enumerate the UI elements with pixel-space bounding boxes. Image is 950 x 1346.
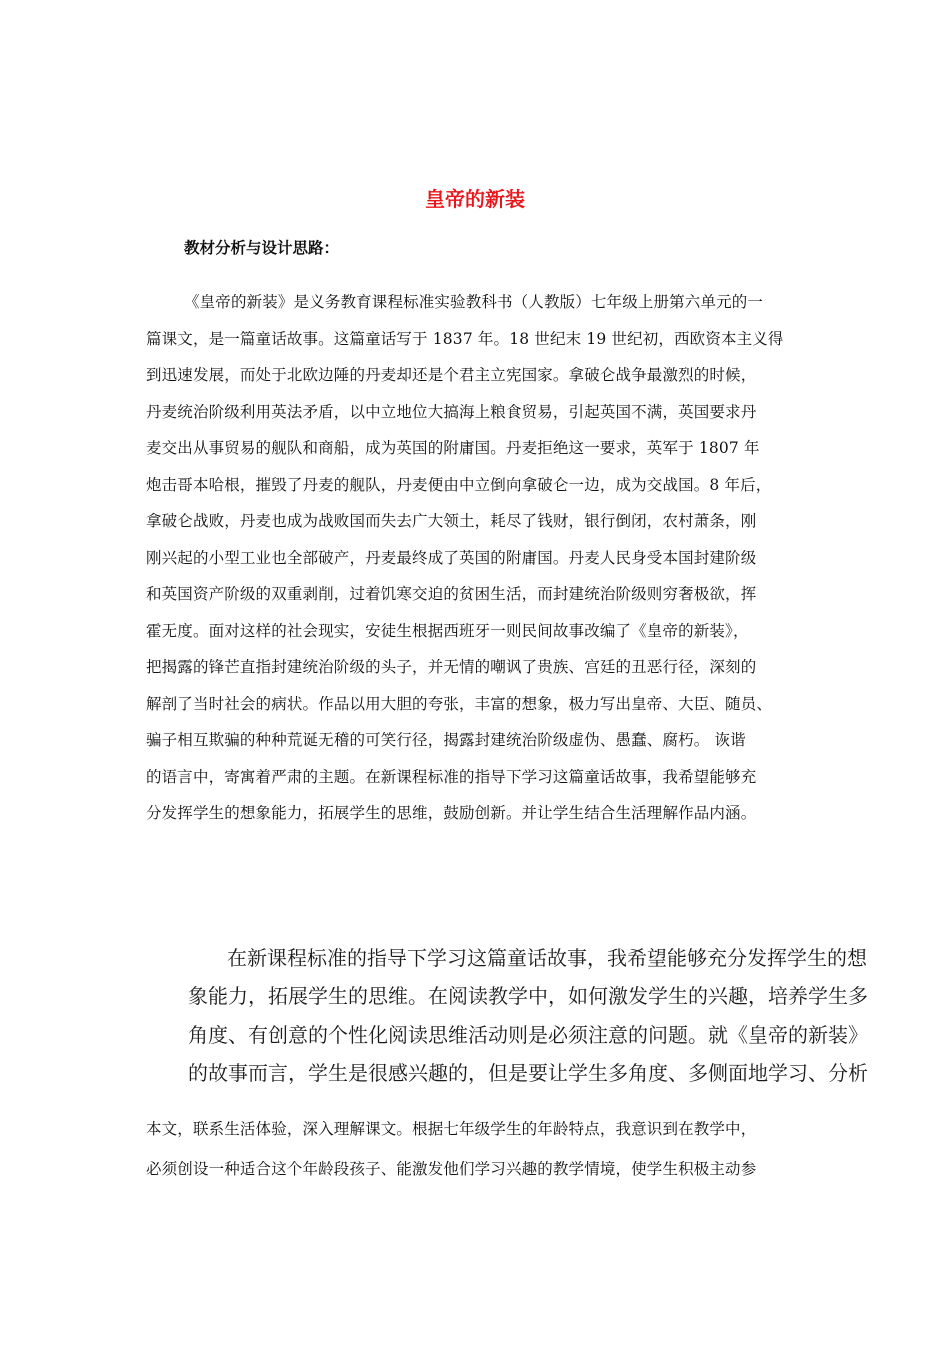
text-line: 解剖了当时社会的病状。作品以用大胆的夸张，丰富的想象，极力写出皇帝、大臣、随员、 xyxy=(146,695,773,713)
text-line: 麦交出从事贸易的舰队和商船，成为英国的附庸国。丹麦拒绝这一要求，英军于 1807 年 xyxy=(146,439,760,457)
text-line: 的语言中，寄寓着严肃的主题。在新课程标准的指导下学习这篇童话故事，我希望能够充 xyxy=(146,768,757,786)
section-heading: 教材分析与设计思路： xyxy=(184,239,340,257)
text-line: 《皇帝的新装》是义务教育课程标准实验教科书（人教版）七年级上册第六单元的一 xyxy=(184,293,764,311)
text-line: 角度、有创意的个性化阅读思维活动则是必须注意的问题。就《皇帝的新装》 xyxy=(188,1023,868,1047)
text-line: 把揭露的锋芒直指封建统治阶级的头子，并无情的嘲讽了贵族、宫廷的丑恶行径，深刻的 xyxy=(146,658,757,676)
text-line: 篇课文，是一篇童话故事。这篇童话写于 1837 年。18 世纪末 19 世纪初，西欧资本主义得 xyxy=(146,330,784,348)
text-line: 拿破仑战败，丹麦也成为战败国而失去广大领土，耗尽了钱财，银行倒闭，农村萧条，刚 xyxy=(146,512,757,530)
text-line: 丹麦统治阶级利用英法矛盾，以中立地位大搞海上粮食贸易，引起英国不满，英国要求丹 xyxy=(146,403,757,421)
text-line: 和英国资产阶级的双重剥削，过着饥寒交迫的贫困生活，而封建统治阶级则穷奢极欲，挥 xyxy=(146,585,757,603)
text-line: 炮击哥本哈根，摧毁了丹麦的舰队，丹麦便由中立倒向拿破仑一边，成为交战国。8 年后， xyxy=(146,476,772,494)
text-line: 必须创设一种适合这个年龄段孩子、能激发他们学习兴趣的教学情境，使学生积极主动参 xyxy=(146,1160,757,1178)
text-line: 在新课程标准的指导下学习这篇童话故事，我希望能够充分发挥学生的想 xyxy=(227,946,867,970)
text-line: 骗子相互欺骗的种种荒诞无稽的可笑行径，揭露封建统治阶级虚伪、愚蠢、腐朽。 诙谐 xyxy=(146,731,746,749)
text-line: 象能力，拓展学生的思维。在阅读教学中，如何激发学生的兴趣，培养学生多 xyxy=(188,984,868,1008)
text-line: 刚兴起的小型工业也全部破产，丹麦最终成了英国的附庸国。丹麦人民身受本国封建阶级 xyxy=(146,549,757,567)
text-line: 的故事而言，学生是很感兴趣的，但是要让学生多角度、多侧面地学习、分析 xyxy=(188,1061,868,1085)
text-line: 分发挥学生的想象能力，拓展学生的思维，鼓励创新。并让学生结合生活理解作品内涵。 xyxy=(146,804,757,822)
text-line: 霍无度。面对这样的社会现实，安徒生根据西班牙一则民间故事改编了《皇帝的新装》， xyxy=(146,622,749,640)
text-line: 到迅速发展，而处于北欧边陲的丹麦却还是个君主立宪国家。拿破仑战争最激烈的时候， xyxy=(146,366,757,384)
document-title: 皇帝的新装 xyxy=(425,187,525,211)
text-line: 本文，联系生活体验，深入理解课文。根据七年级学生的年龄特点，我意识到在教学中， xyxy=(146,1120,757,1138)
